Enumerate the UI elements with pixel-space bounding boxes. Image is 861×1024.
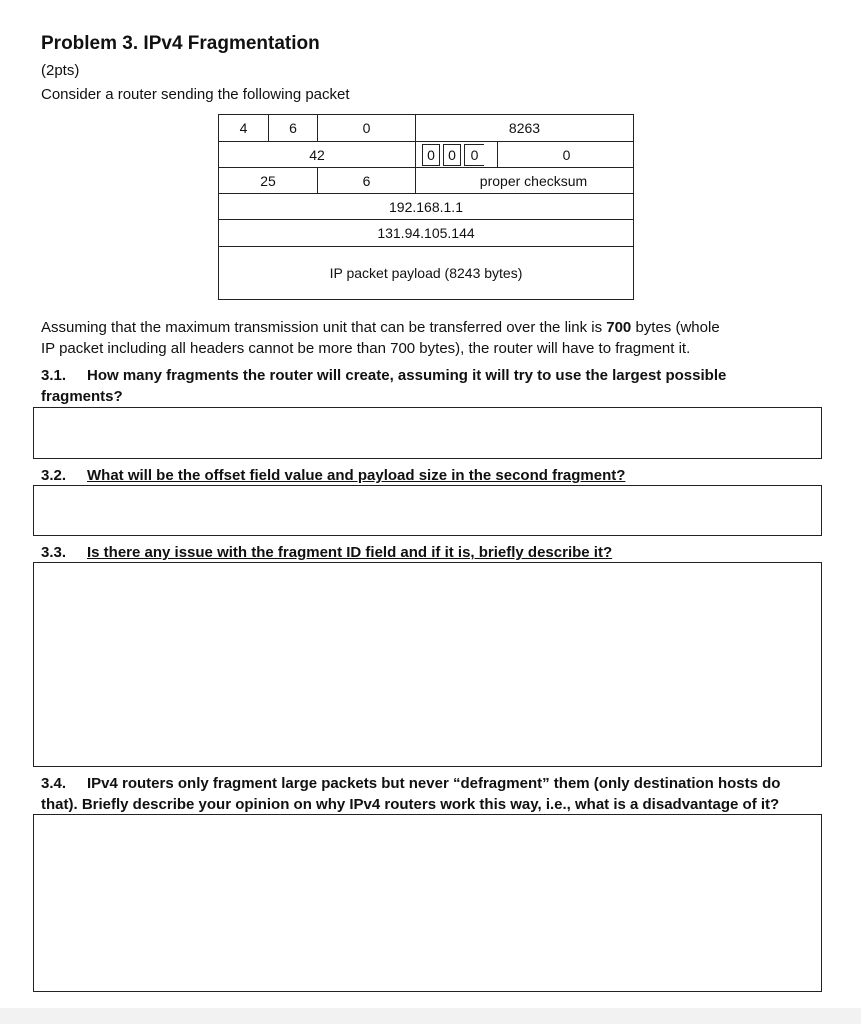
question-text: How many fragments the router will create, assuming it will try to use the largest possible (87, 367, 727, 384)
answer-box-3-2[interactable] (33, 485, 822, 536)
question-number: 3.3. (41, 544, 67, 561)
question-text: Is there any issue with the fragment ID field and if it is, briefly describe it? (87, 544, 613, 561)
problem-title: Problem 3. IPv4 Fragmentation (41, 33, 320, 54)
total-length-cell: 8263 (416, 115, 634, 142)
flag-reserved: 0 (422, 144, 440, 166)
mtu-value: 700 (606, 319, 632, 336)
question-text-cont: fragments? (41, 388, 123, 405)
assumption-line1-post: bytes (whole (631, 319, 720, 336)
flag-df: 0 (443, 144, 461, 166)
payload-cell: IP packet payload (8243 bytes) (219, 247, 634, 300)
question-text-cont: that). Briefly describe your opinion on why IPv4 routers work this way, i.e., what is a disadvantage of it? (41, 796, 780, 813)
problem-intro: Consider a router sending the following packet (41, 86, 350, 103)
question-3-2 (41, 465, 821, 486)
tos-cell: 0 (318, 115, 416, 142)
source-ip-cell: 192.168.1.1 (219, 194, 634, 220)
answer-box-3-4[interactable] (33, 814, 822, 992)
question-3-3 (41, 542, 821, 563)
ttl-cell: 25 (219, 168, 318, 194)
question-number: 3.1. (41, 367, 67, 384)
fragment-offset-value: 0 (562, 147, 571, 163)
question-3-1 (41, 365, 821, 407)
assumption-line2: IP packet including all headers cannot be more than 700 bytes), the router will have to fragment it. (41, 340, 691, 357)
assumption-paragraph (41, 317, 821, 359)
question-number: 3.4. (41, 775, 67, 792)
question-number: 3.2. (41, 467, 67, 484)
page-bottom-edge (0, 1008, 861, 1024)
question-text: What will be the offset field value and payload size in the second fragment? (87, 467, 626, 484)
answer-box-3-3[interactable] (33, 562, 822, 767)
question-text: IPv4 routers only fragment large packets but never “defragment” them (only destination hosts do (87, 775, 781, 792)
assumption-line1-pre: Assuming that the maximum transmission unit that can be transferred over the link is (41, 319, 607, 336)
dest-ip-cell: 131.94.105.144 (219, 220, 634, 247)
flag-mf: 0 (464, 144, 484, 166)
checksum-cell: proper checksum (416, 168, 634, 194)
problem-points: (2pts) (41, 62, 80, 79)
identification-cell: 42 (219, 142, 416, 168)
ipv4-header-table (218, 114, 634, 300)
answer-box-3-1[interactable] (33, 407, 822, 459)
protocol-cell: 6 (318, 168, 416, 194)
version-cell: 4 (219, 115, 269, 142)
question-3-4 (41, 773, 821, 815)
ihl-cell: 6 (269, 115, 318, 142)
